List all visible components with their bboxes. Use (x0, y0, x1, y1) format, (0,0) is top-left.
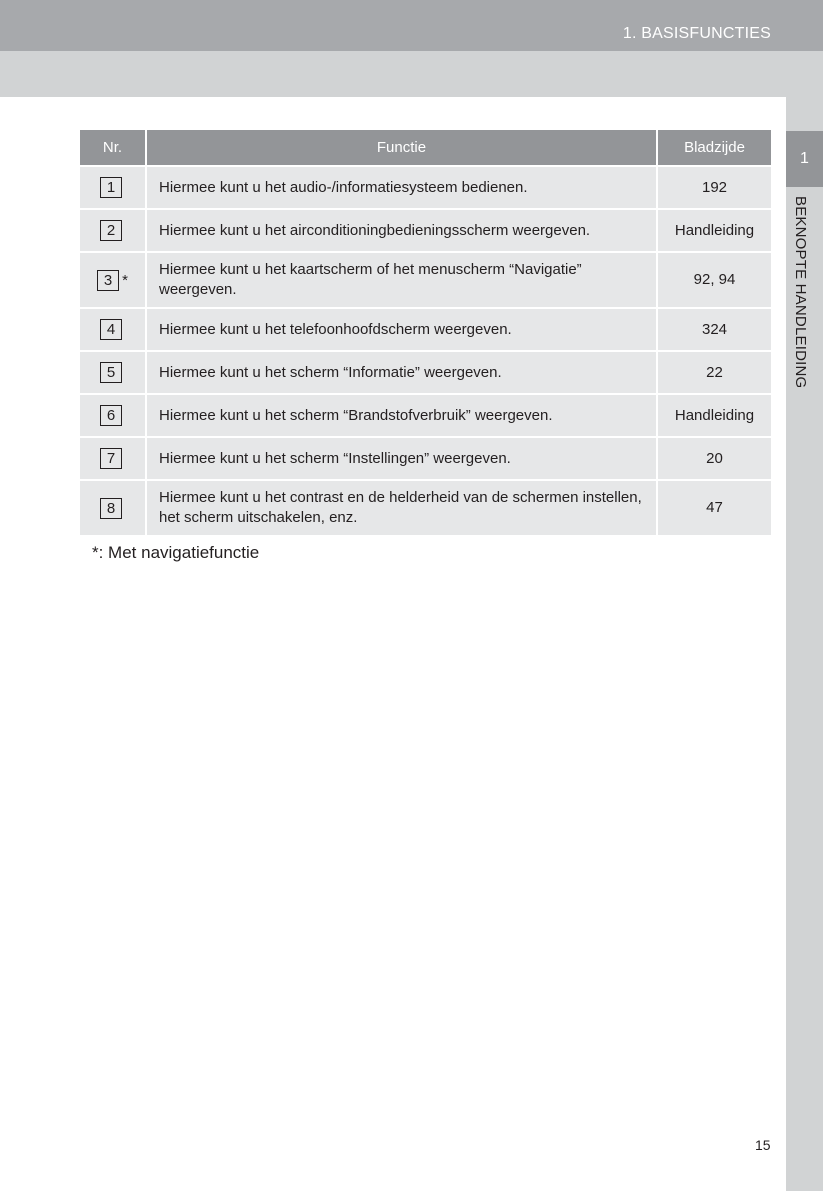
chapter-label: BEKNOPTE HANDLEIDING (792, 196, 809, 389)
column-header-bladzijde: Bladzijde (658, 130, 771, 165)
function-description: Hiermee kunt u het contrast en de helderheid van de schermen instellen, het scherm uitschakelen, enz. (147, 479, 658, 535)
function-description: Hiermee kunt u het scherm “Brandstofverbruik” weergeven. (147, 393, 658, 436)
page-reference: 192 (658, 165, 771, 208)
page-reference: 20 (658, 436, 771, 479)
page-reference: 92, 94 (658, 251, 771, 307)
table-row (80, 165, 771, 208)
page-reference: 22 (658, 350, 771, 393)
function-table (80, 130, 771, 535)
row-number-cell (80, 393, 147, 436)
column-header-functie: Functie (147, 130, 658, 165)
row-number-cell (80, 436, 147, 479)
number-box[interactable]: 5 (100, 362, 122, 383)
number-box[interactable]: 6 (100, 405, 122, 426)
row-number-cell (80, 479, 147, 535)
row-number-cell (80, 350, 147, 393)
page-reference: 324 (658, 307, 771, 350)
table-row (80, 479, 771, 535)
asterisk-mark: * (122, 271, 128, 289)
footnote: *: Met navigatiefunctie (92, 543, 260, 562)
table-row (80, 393, 771, 436)
page-reference: Handleiding (658, 393, 771, 436)
table-row (80, 251, 771, 307)
row-number-cell (80, 307, 147, 350)
page-reference: 47 (658, 479, 771, 535)
function-description: Hiermee kunt u het airconditioningbedieningsscherm weergeven. (147, 208, 658, 251)
row-number-cell (80, 251, 147, 307)
row-number-cell (80, 208, 147, 251)
chapter-number: 1 (800, 150, 809, 167)
section-title: 1. BASISFUNCTIES (622, 25, 771, 42)
row-number-cell (80, 165, 147, 208)
page-reference: Handleiding (658, 208, 771, 251)
header-band (0, 51, 823, 97)
function-description: Hiermee kunt u het telefoonhoofdscherm weergeven. (147, 307, 658, 350)
table-header-row (80, 130, 771, 165)
number-box[interactable]: 4 (100, 319, 122, 340)
function-description: Hiermee kunt u het scherm “Informatie” weergeven. (147, 350, 658, 393)
number-box[interactable]: 3 (97, 270, 119, 291)
table-row (80, 208, 771, 251)
table-row (80, 436, 771, 479)
number-box[interactable]: 8 (100, 498, 122, 519)
number-box[interactable]: 2 (100, 220, 122, 241)
number-box[interactable]: 1 (100, 177, 122, 198)
column-header-nr: Nr. (80, 130, 147, 165)
function-description: Hiermee kunt u het kaartscherm of het menuscherm “Navigatie” weergeven. (147, 251, 658, 307)
header-bar (0, 0, 823, 51)
table-row (80, 307, 771, 350)
function-description: Hiermee kunt u het audio-/informatiesysteem bedienen. (147, 165, 658, 208)
number-box[interactable]: 7 (100, 448, 122, 469)
page-number: 15 (755, 1137, 771, 1153)
function-description: Hiermee kunt u het scherm “Instellingen” weergeven. (147, 436, 658, 479)
chapter-tab[interactable] (786, 131, 823, 187)
table-row (80, 350, 771, 393)
